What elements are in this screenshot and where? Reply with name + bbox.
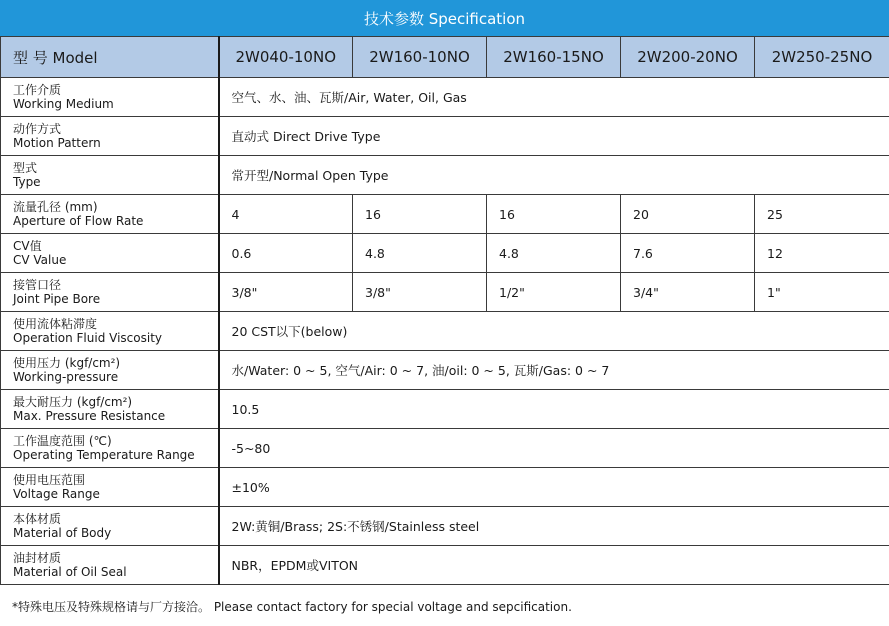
row-label-cn: 最大耐压力 (kgf/cm²) bbox=[13, 395, 133, 409]
model-column-header: 型 号 Model bbox=[1, 37, 219, 78]
model-header-cell: 2W040-10NO bbox=[219, 37, 353, 78]
footnote: *特殊电压及特殊规格请与厂方接洽。 Please contact factory for special voltage and sepcification. bbox=[12, 600, 572, 614]
value-cell: 25 bbox=[755, 195, 889, 234]
model-header-cell: 2W250-25NO bbox=[755, 37, 889, 78]
merged-value-cell: 10.5 bbox=[219, 390, 889, 429]
value-cell: 16 bbox=[487, 195, 621, 234]
row-label bbox=[1, 468, 219, 507]
row-label-cn: 接管口径 bbox=[13, 278, 62, 292]
value-cell: 0.6 bbox=[219, 234, 353, 273]
row-label bbox=[1, 429, 219, 468]
value-cell: 16 bbox=[353, 195, 487, 234]
table-row bbox=[1, 78, 889, 117]
value-cell: 7.6 bbox=[621, 234, 755, 273]
row-label-en: Material of Body bbox=[13, 526, 112, 540]
row-label-en: CV Value bbox=[13, 253, 67, 267]
row-label-cn: 工作介质 bbox=[13, 83, 62, 97]
table-row bbox=[1, 312, 889, 351]
table-row bbox=[1, 468, 889, 507]
row-label bbox=[1, 195, 219, 234]
merged-value-cell: -5~80 bbox=[219, 429, 889, 468]
value-cell: 1" bbox=[755, 273, 889, 312]
row-label-cn: 油封材质 bbox=[13, 551, 62, 565]
value-cell: 3/8" bbox=[353, 273, 487, 312]
row-label bbox=[1, 234, 219, 273]
row-label-cn: 流量孔径 (mm) bbox=[13, 200, 98, 214]
header-row bbox=[1, 37, 889, 78]
value-cell: 3/4" bbox=[621, 273, 755, 312]
row-label-en: Voltage Range bbox=[13, 487, 100, 501]
table-row bbox=[1, 390, 889, 429]
row-label bbox=[1, 546, 219, 585]
row-label-cn: 动作方式 bbox=[13, 122, 62, 136]
table-row bbox=[1, 273, 889, 312]
merged-value-cell: 空气、水、油、瓦斯/Air, Water, Oil, Gas bbox=[219, 78, 889, 117]
table-row bbox=[1, 429, 889, 468]
row-label bbox=[1, 507, 219, 546]
merged-value-cell: ±10% bbox=[219, 468, 889, 507]
merged-value-cell: 水/Water: 0 ~ 5, 空气/Air: 0 ~ 7, 油/oil: 0 ~ 5, 瓦斯/Gas: 0 ~ 7 bbox=[219, 351, 889, 390]
spec-table bbox=[0, 36, 889, 585]
merged-value-cell: 2W:黄铜/Brass; 2S:不锈钢/Stainless steel bbox=[219, 507, 889, 546]
row-label bbox=[1, 156, 219, 195]
value-cell: 3/8" bbox=[219, 273, 353, 312]
table-row bbox=[1, 156, 889, 195]
table-title: 技术参数 Specification bbox=[0, 0, 889, 36]
row-label-en: Joint Pipe Bore bbox=[13, 292, 101, 306]
row-label bbox=[1, 273, 219, 312]
table-row bbox=[1, 117, 889, 156]
row-label-en: Type bbox=[13, 175, 41, 189]
merged-value-cell: 20 CST以下(below) bbox=[219, 312, 889, 351]
row-label-en: Working-pressure bbox=[13, 370, 119, 384]
table-row bbox=[1, 546, 889, 585]
table-row bbox=[1, 234, 889, 273]
value-cell: 4.8 bbox=[487, 234, 621, 273]
value-cell: 4 bbox=[219, 195, 353, 234]
row-label-en: Motion Pattern bbox=[13, 136, 101, 150]
value-cell: 1/2" bbox=[487, 273, 621, 312]
table-row bbox=[1, 195, 889, 234]
row-label bbox=[1, 117, 219, 156]
row-label-en: Material of Oil Seal bbox=[13, 565, 127, 579]
table-row bbox=[1, 507, 889, 546]
row-label-en: Aperture of Flow Rate bbox=[13, 214, 144, 228]
model-header-cell: 2W160-15NO bbox=[487, 37, 621, 78]
value-cell: 20 bbox=[621, 195, 755, 234]
merged-value-cell: NBR，EPDM或VITON bbox=[219, 546, 889, 585]
row-label-en: Operating Temperature Range bbox=[13, 448, 195, 462]
merged-value-cell: 直动式 Direct Drive Type bbox=[219, 117, 889, 156]
row-label-cn: CV值 bbox=[13, 239, 42, 253]
row-label-cn: 型式 bbox=[13, 161, 38, 175]
value-cell: 4.8 bbox=[353, 234, 487, 273]
row-label-en: Max. Pressure Resistance bbox=[13, 409, 166, 423]
row-label-en: Operation Fluid Viscosity bbox=[13, 331, 163, 345]
model-header-cell: 2W160-10NO bbox=[353, 37, 487, 78]
value-cell: 12 bbox=[755, 234, 889, 273]
row-label-cn: 使用压力 (kgf/cm²) bbox=[13, 356, 121, 370]
row-label-cn: 使用流体粘滞度 bbox=[13, 317, 98, 331]
row-label bbox=[1, 78, 219, 117]
row-label bbox=[1, 390, 219, 429]
row-label bbox=[1, 351, 219, 390]
merged-value-cell: 常开型/Normal Open Type bbox=[219, 156, 889, 195]
row-label-cn: 本体材质 bbox=[13, 512, 62, 526]
table-row bbox=[1, 351, 889, 390]
row-label-cn: 使用电压范围 bbox=[13, 473, 86, 487]
model-header-cell: 2W200-20NO bbox=[621, 37, 755, 78]
row-label bbox=[1, 312, 219, 351]
row-label-cn: 工作温度范围 (℃) bbox=[13, 434, 112, 448]
row-label-en: Working Medium bbox=[13, 97, 114, 111]
